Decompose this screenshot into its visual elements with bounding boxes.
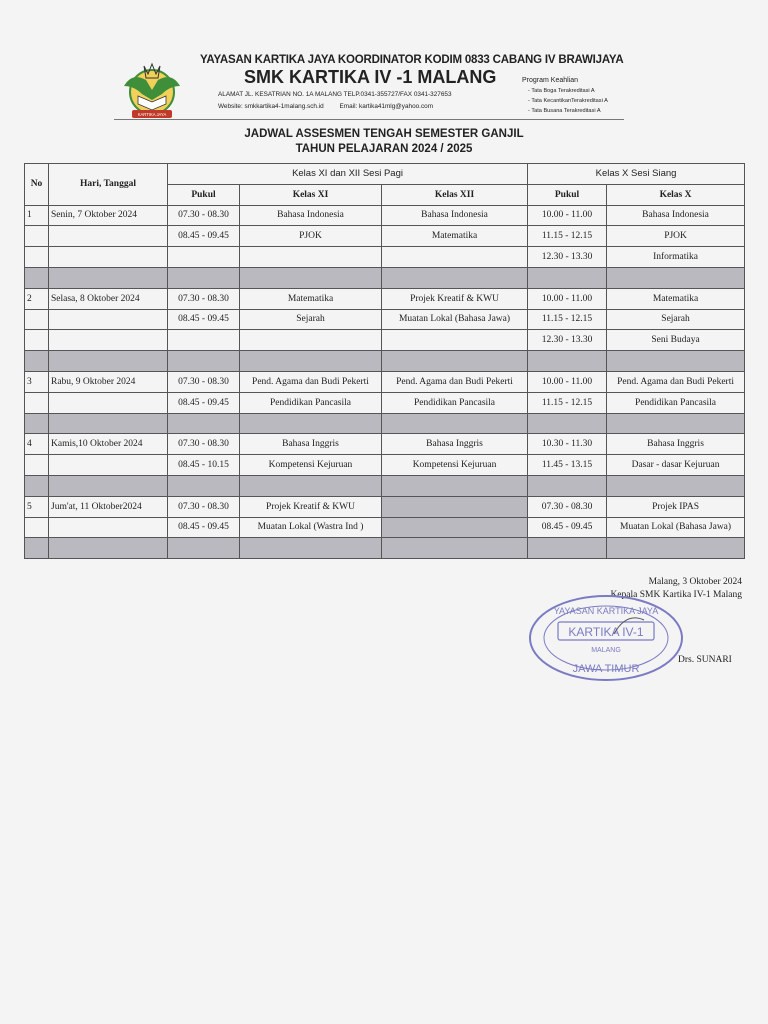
school-name: SMK KARTIKA IV -1 MALANG [244, 67, 497, 87]
table-row [25, 247, 745, 268]
row-no [25, 247, 49, 268]
row-no [25, 455, 49, 476]
stamp-top-text: YAYASAN KARTIKA JAYA [553, 606, 659, 616]
header-time: Pukul [168, 184, 240, 205]
row-time-morning: 08.45 - 09.45 [168, 226, 240, 247]
header-time-afternoon: Pukul [528, 184, 607, 205]
row-time-morning: 07.30 - 08.30 [168, 288, 240, 309]
row-class-xi [240, 247, 382, 268]
row-time-afternoon: 11.15 - 12.15 [528, 392, 607, 413]
row-time-afternoon: 11.45 - 13.15 [528, 455, 607, 476]
row-class-x: Bahasa Inggris [607, 434, 745, 455]
program-list [522, 77, 608, 116]
row-class-xi: Matematika [240, 288, 382, 309]
table-row [25, 309, 745, 330]
row-class-xi: Pend. Agama dan Budi Pekerti [240, 371, 382, 392]
row-no [25, 330, 49, 351]
row-class-xii: Muatan Lokal (Bahasa Jawa) [382, 309, 528, 330]
row-day: Kamis,10 Oktober 2024 [49, 434, 168, 455]
row-class-xi: Projek Kreatif & KWU [240, 496, 382, 517]
table-header-row [25, 164, 745, 185]
row-time-afternoon: 11.15 - 12.15 [528, 226, 607, 247]
schedule-table [24, 163, 745, 559]
row-class-xii [382, 247, 528, 268]
school-website: Website: smkkartika4-1malang.sch.id [218, 103, 324, 110]
document-subtitle: TAHUN PELAJARAN 2024 / 2025 [295, 143, 473, 155]
row-day: Jum'at, 11 Oktober2024 [49, 496, 168, 517]
table-row [25, 330, 745, 351]
row-time-morning: 08.45 - 09.45 [168, 309, 240, 330]
row-day [49, 309, 168, 330]
row-day [49, 392, 168, 413]
row-time-afternoon: 10.00 - 11.00 [528, 371, 607, 392]
program-item: - Tata Busana Terakreditasi A [528, 108, 601, 114]
table-row [25, 517, 745, 538]
row-time-morning: 07.30 - 08.30 [168, 496, 240, 517]
row-class-x: Pend. Agama dan Budi Pekerti [607, 371, 745, 392]
row-time-morning: 07.30 - 08.30 [168, 205, 240, 226]
contact-line [218, 103, 447, 110]
row-class-xii [382, 517, 528, 538]
program-title: Program Keahlian [522, 77, 579, 84]
row-class-xi: Sejarah [240, 309, 382, 330]
table-row [25, 288, 745, 309]
row-class-x: PJOK [607, 226, 745, 247]
header-morning-session: Kelas XI dan XII Sesi Pagi [168, 164, 528, 185]
row-day [49, 226, 168, 247]
row-no: 2 [25, 288, 49, 309]
table-row [25, 205, 745, 226]
row-class-xii: Pend. Agama dan Budi Pekerti [382, 371, 528, 392]
row-class-xii: Pendidikan Pancasila [382, 392, 528, 413]
row-time-morning: 07.30 - 08.30 [168, 434, 240, 455]
row-time-morning [168, 330, 240, 351]
program-item: - Tata Boga Terakreditasi A [528, 88, 595, 94]
program-item: - Tata KecantikanTerakreditasi A [528, 98, 608, 104]
document-title: JADWAL ASSESMEN TENGAH SEMESTER GANJIL [244, 128, 524, 140]
stamp-city-text: MALANG [591, 647, 621, 654]
row-no: 4 [25, 434, 49, 455]
logo-banner-text: KARTIKA JAYA [137, 112, 167, 117]
row-class-xi: Pendidikan Pancasila [240, 392, 382, 413]
header-class-xi: Kelas XI [240, 184, 382, 205]
row-time-morning: 08.45 - 10.15 [168, 455, 240, 476]
day-separator-row [25, 267, 745, 288]
row-no: 3 [25, 371, 49, 392]
row-class-xii [382, 330, 528, 351]
row-class-x: Pendidikan Pancasila [607, 392, 745, 413]
stamp-bottom-text: JAWA TIMUR [572, 663, 640, 675]
row-class-xi: Bahasa Indonesia [240, 205, 382, 226]
row-time-afternoon: 07.30 - 08.30 [528, 496, 607, 517]
day-separator-row [25, 475, 745, 496]
row-day [49, 455, 168, 476]
row-class-x: Projek IPAS [607, 496, 745, 517]
day-separator-row [25, 351, 745, 372]
row-time-afternoon: 10.00 - 11.00 [528, 288, 607, 309]
school-stamp [526, 592, 686, 684]
row-day: Selasa, 8 Oktober 2024 [49, 288, 168, 309]
row-class-xi [240, 330, 382, 351]
row-day [49, 247, 168, 268]
table-row [25, 371, 745, 392]
row-class-xi: Muatan Lokal (Wastra Ind ) [240, 517, 382, 538]
stamp-middle-text: KARTIKA IV-1 [568, 625, 644, 639]
header-divider [114, 119, 624, 120]
row-day [49, 517, 168, 538]
row-class-x: Matematika [607, 288, 745, 309]
row-time-morning: 08.45 - 09.45 [168, 517, 240, 538]
header-afternoon-session: Kelas X Sesi Siang [528, 164, 745, 185]
row-class-xii: Kompetensi Kejuruan [382, 455, 528, 476]
row-day: Rabu, 9 Oktober 2024 [49, 371, 168, 392]
row-time-afternoon: 12.30 - 13.30 [528, 247, 607, 268]
row-class-xii [382, 496, 528, 517]
row-class-xii: Bahasa Inggris [382, 434, 528, 455]
row-no [25, 517, 49, 538]
row-class-xii: Projek Kreatif & KWU [382, 288, 528, 309]
day-separator-row [25, 538, 745, 559]
header-class-xii: Kelas XII [382, 184, 528, 205]
header-no: No [25, 164, 49, 206]
row-class-xi: Kompetensi Kejuruan [240, 455, 382, 476]
row-class-x: Dasar - dasar Kejuruan [607, 455, 745, 476]
table-row [25, 392, 745, 413]
table-row [25, 455, 745, 476]
table-row [25, 496, 745, 517]
table-row [25, 226, 745, 247]
foundation-name: YAYASAN KARTIKA JAYA KOORDINATOR KODIM 0833 CABANG IV BRAWIJAYA [200, 54, 624, 66]
row-day [49, 330, 168, 351]
school-address: ALAMAT JL. KESATRIAN NO. 1A MALANG TELP.0341-355727/FAX 0341-327653 [218, 91, 452, 98]
row-no: 1 [25, 205, 49, 226]
row-time-morning [168, 247, 240, 268]
row-time-morning: 08.45 - 09.45 [168, 392, 240, 413]
row-class-x: Muatan Lokal (Bahasa Jawa) [607, 517, 745, 538]
row-day: Senin, 7 Oktober 2024 [49, 205, 168, 226]
row-time-afternoon: 10.00 - 11.00 [528, 205, 607, 226]
row-time-afternoon: 08.45 - 09.45 [528, 517, 607, 538]
row-class-x: Bahasa Indonesia [607, 205, 745, 226]
row-class-xi: Bahasa Inggris [240, 434, 382, 455]
row-time-afternoon: 10.30 - 11.30 [528, 434, 607, 455]
row-class-x: Sejarah [607, 309, 745, 330]
signature-place-date: Malang, 3 Oktober 2024 [648, 577, 742, 587]
day-separator-row [25, 413, 745, 434]
row-class-xii: Bahasa Indonesia [382, 205, 528, 226]
school-email: Email: kartika41mlg@yahoo.com [339, 103, 434, 110]
header-class-x: Kelas X [607, 184, 745, 205]
row-class-xi: PJOK [240, 226, 382, 247]
row-no [25, 226, 49, 247]
row-class-x: Informatika [607, 247, 745, 268]
school-logo [118, 56, 186, 122]
signature-position: Kepala SMK Kartika IV-1 Malang [610, 589, 742, 600]
row-no [25, 309, 49, 330]
row-class-xii: Matematika [382, 226, 528, 247]
signer-name: Drs. SUNARI [678, 655, 732, 665]
row-time-morning: 07.30 - 08.30 [168, 371, 240, 392]
letterhead [0, 0, 768, 125]
row-no [25, 392, 49, 413]
row-time-afternoon: 11.15 - 12.15 [528, 309, 607, 330]
table-row [25, 434, 745, 455]
header-day: Hari, Tanggal [49, 164, 168, 206]
row-no: 5 [25, 496, 49, 517]
row-class-x: Seni Budaya [607, 330, 745, 351]
row-time-afternoon: 12.30 - 13.30 [528, 330, 607, 351]
